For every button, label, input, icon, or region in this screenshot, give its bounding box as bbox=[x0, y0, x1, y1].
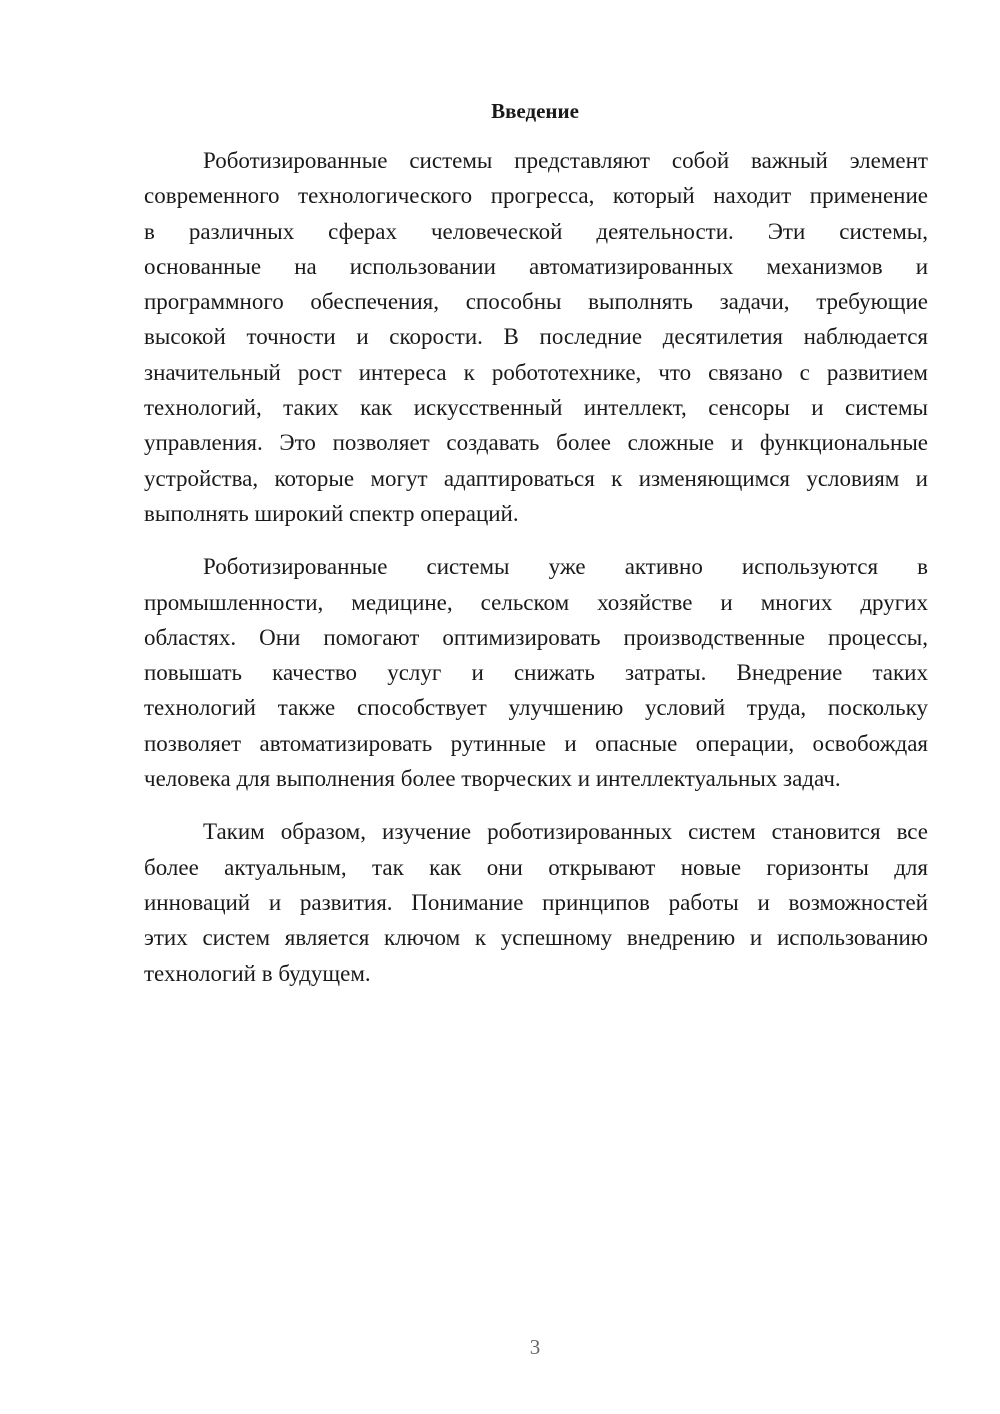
paragraph-1 bbox=[144, 143, 928, 531]
text-line: инноваций и развития. Понимание принципов работы и возможностей bbox=[144, 889, 928, 915]
text-line: Роботизированные системы уже активно используются в bbox=[203, 554, 928, 580]
text-line: Роботизированные системы представляют собой важный элемент bbox=[203, 148, 928, 173]
text-line: значительный рост интереса к робототехнике, что связано с развитием bbox=[144, 359, 928, 385]
text-line: технологий, таких как искусственный интеллект, сенсоры и системы bbox=[144, 395, 928, 421]
text-line: повышать качество услуг и снижать затраты. Внедрение таких bbox=[144, 660, 928, 686]
text-line: этих систем является ключом к успешному внедрению и использованию bbox=[144, 925, 928, 951]
page-title: Введение bbox=[491, 99, 579, 123]
text-line: выполнять широкий спектр операций. bbox=[144, 500, 519, 526]
paragraph-3 bbox=[144, 814, 928, 990]
text-line: Таким образом, изучение роботизированных систем становится все bbox=[203, 819, 928, 845]
text-line: программного обеспечения, способны выполнять задачи, требующие bbox=[144, 289, 928, 315]
text-line: позволяет автоматизировать рутинные и опасные операции, освобождая bbox=[144, 730, 928, 756]
page-number: 3 bbox=[529, 1335, 541, 1359]
text-line: более актуальным, так как они открывают новые горизонты для bbox=[144, 854, 928, 880]
text-line: технологий также способствует улучшению условий труда, поскольку bbox=[144, 695, 928, 721]
text-line: промышленности, медицине, сельском хозяйстве и многих других bbox=[144, 589, 928, 615]
text-line: в различных сферах человеческой деятельности. Эти системы, bbox=[144, 218, 928, 244]
text-line: человека для выполнения более творческих и интеллектуальных задач. bbox=[144, 766, 841, 792]
body-text bbox=[144, 143, 928, 1009]
text-line: управления. Это позволяет создавать более сложные и функциональные bbox=[144, 430, 928, 456]
text-line: областях. Они помогают оптимизировать производственные процессы, bbox=[144, 624, 928, 650]
text-line: современного технологического прогресса, который находит применение bbox=[144, 183, 928, 209]
text-line: технологий в будущем. bbox=[144, 960, 371, 986]
text-line: основанные на использовании автоматизированных механизмов и bbox=[144, 253, 928, 279]
paragraph-2 bbox=[144, 549, 928, 796]
text-line: высокой точности и скорости. В последние десятилетия наблюдается bbox=[144, 324, 928, 350]
text-line: устройства, которые могут адаптироваться к изменяющимся условиям и bbox=[144, 465, 928, 491]
